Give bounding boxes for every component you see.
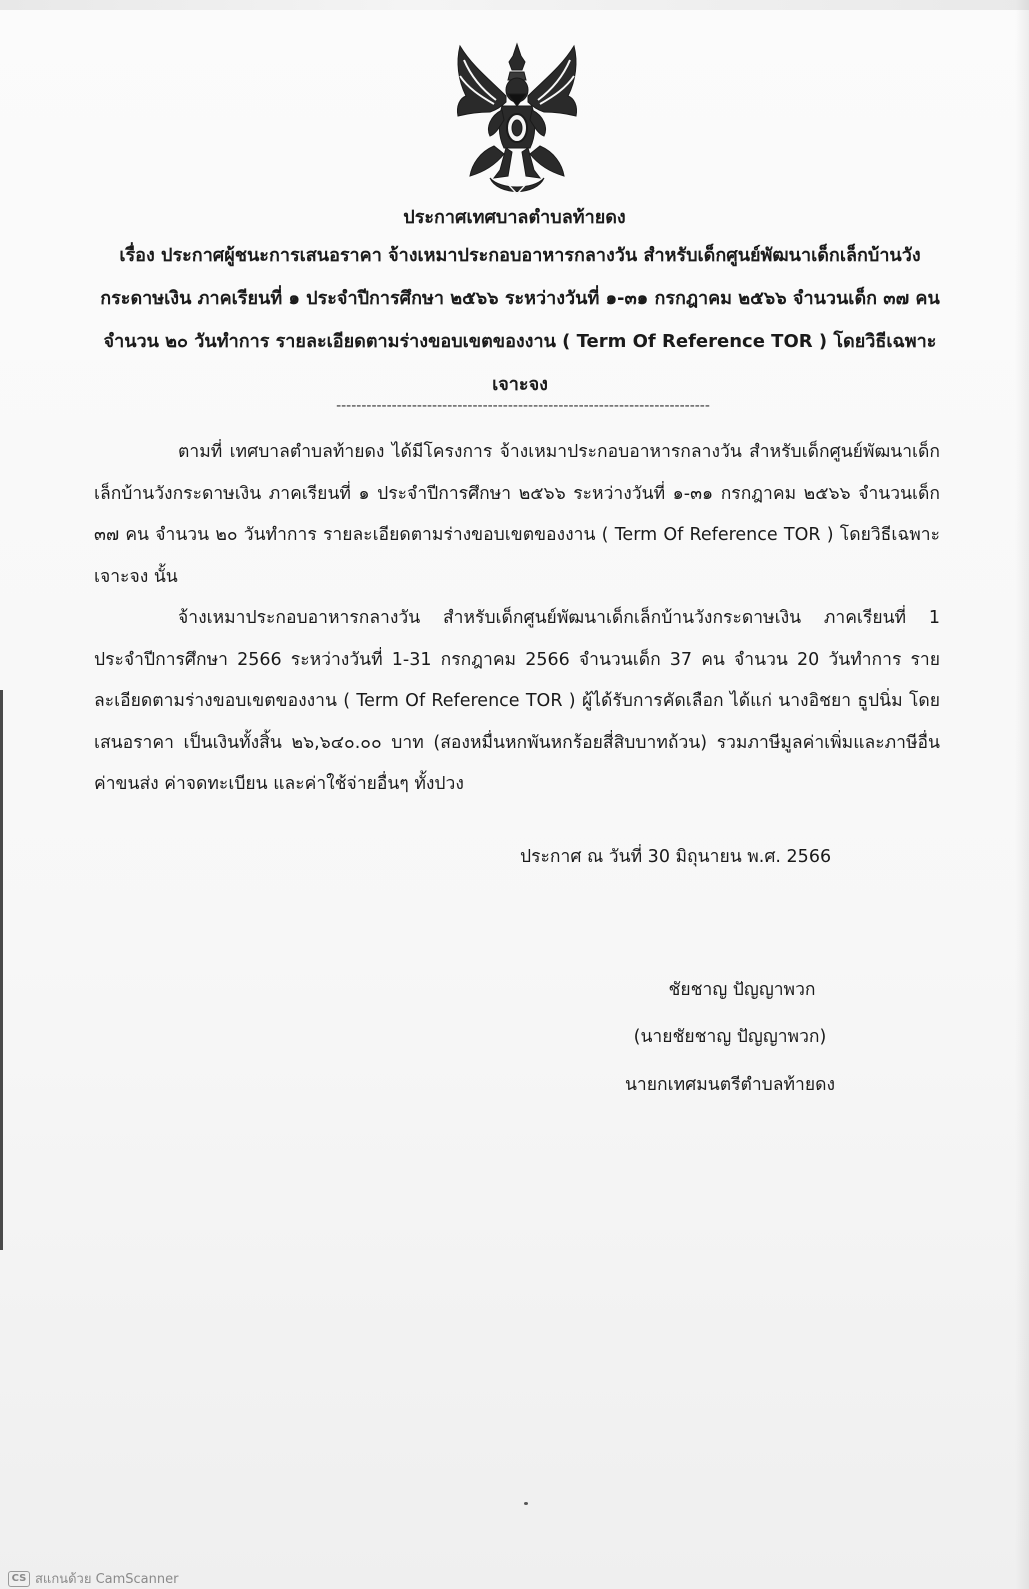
signature-full-name: (นายชัยชาญ ปัญญาพวก) xyxy=(633,1027,827,1047)
scan-right-shadow xyxy=(1015,0,1029,1589)
body-paragraph-2: จ้างเหมาประกอบอาหารกลางวัน สำหรับเด็กศูนย์พัฒนาเด็กเล็กบ้านวังกระดาษเงิน ภาคเรียนที่ 1 ประจำปีการศึกษา 2566 ระหว่างวันที่ 1-31 กรกฎาคม 2566 จำนวนเด็ก 37 คน จำนวน 20 วันทำการ รายละเอียดตามร่างขอบเขตของงาน ( Term Of Reference TOR ) ผู้ได้รับการคัดเลือก ได้แก่ นางอิชยา ธูปนิ่ม โดยเสนอราคา เป็นเงินทั้งสิ้น ๒๖,๖๔๐.๐๐ บาท (สองหมื่นหกพันหกร้อยสี่สิบบาทถ้วน) รวมภาษีมูลค่าเพิ่มและภาษีอื่น ค่าขนส่ง ค่าจดทะเบียน และค่าใช้จ่ายอื่นๆ ทั้งปวง xyxy=(94,608,940,794)
section-divider: -------------------------------------------------------------------------- xyxy=(336,398,710,414)
signature-position: นายกเทศมนตรีตำบลท้ายดง xyxy=(624,1075,836,1095)
body-paragraph-1: ตามที่ เทศบาลตำบลท้ายดง ได้มีโครงการ จ้างเหมาประกอบอาหารกลางวัน สำหรับเด็กศูนย์พัฒนาเด็กเล็กบ้านวังกระดาษเงิน ภาคเรียนที่ ๑ ประจำปีการศึกษา ๒๕๖๖ ระหว่างวันที่ ๑-๓๑ กรกฎาคม ๒๕๖๖ จำนวนเด็ก ๓๗ คน จำนวน ๒๐ วันทำการ รายละเอียดตามร่างขอบเขตของงาน ( Term Of Reference TOR ) โดยวิธีเฉพาะเจาะจง นั้น xyxy=(94,442,940,587)
scanner-watermark xyxy=(8,1568,178,1589)
camscanner-logo-icon: CS xyxy=(8,1571,30,1587)
scan-speck xyxy=(524,1502,528,1505)
scan-top-edge xyxy=(0,0,1029,10)
document-title: ประกาศเทศบาลตำบลท้ายดง xyxy=(403,207,626,228)
scanner-watermark-text: สแกนด้วย CamScanner xyxy=(35,1572,179,1587)
scan-left-edge-mark xyxy=(0,690,3,1250)
announcement-date: ประกาศ ณ วันที่ 30 มิถุนายน พ.ศ. 2566 xyxy=(520,847,832,867)
document-subject: เรื่อง ประกาศผู้ชนะการเสนอราคา จ้างเหมาประกอบอาหารกลางวัน สำหรับเด็กศูนย์พัฒนาเด็กเล็กบ้านวังกระดาษเงิน ภาคเรียนที่ ๑ ประจำปีการศึกษา ๒๕๖๖ ระหว่างวันที่ ๑-๓๑ กรกฎาคม ๒๕๖๖ จำนวนเด็ก ๓๗ คน จำนวน ๒๐ วันทำการ รายละเอียดตามร่างขอบเขตของงาน ( Term Of Reference TOR ) โดยวิธีเฉพาะเจาะจง xyxy=(100,245,940,395)
garuda-emblem-icon xyxy=(450,40,584,198)
signature-name: ชัยชาญ ปัญญาพวก xyxy=(668,980,816,1000)
